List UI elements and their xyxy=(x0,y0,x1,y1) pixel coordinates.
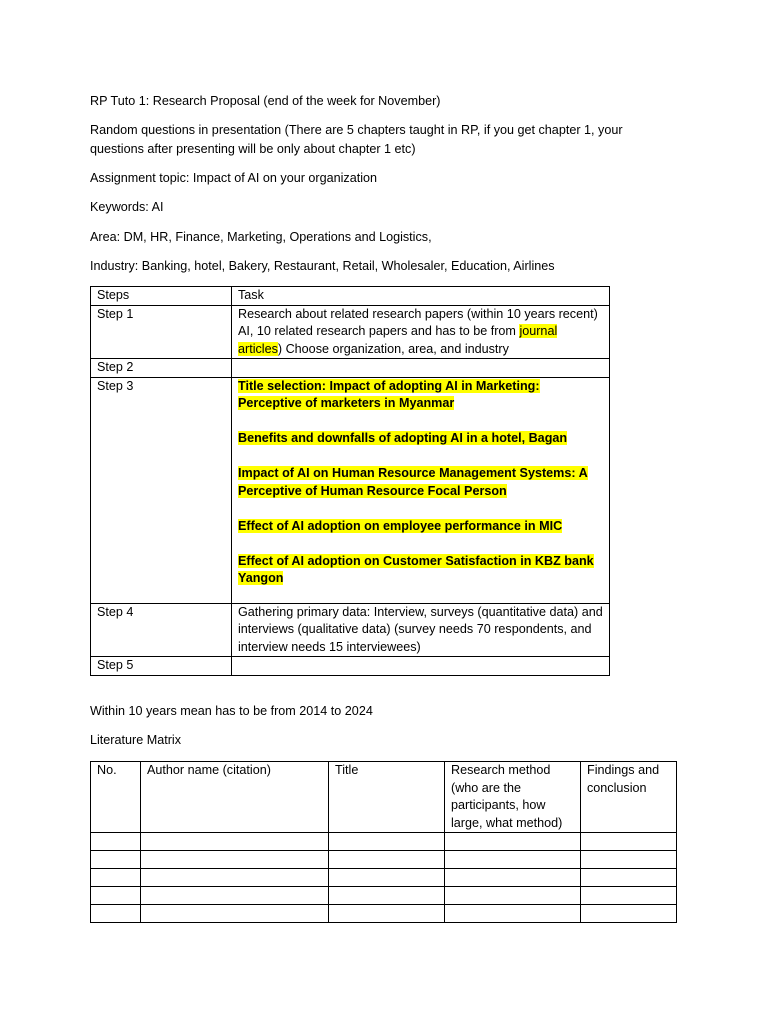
table-row xyxy=(91,887,677,905)
table-row xyxy=(91,657,610,676)
step-task xyxy=(232,305,610,359)
header-cell: Research method (who are the participants, how large, what method) xyxy=(445,762,581,833)
table-row xyxy=(91,833,677,851)
table-row xyxy=(91,869,677,887)
literature-matrix-title: Literature Matrix xyxy=(90,733,181,747)
presentation-note: Random questions in presentation (There are 5 chapters taught in RP, if you get chapter 1, your questions after presenting will be only about chapter 1 etc) xyxy=(90,123,623,156)
header-cell: Title xyxy=(329,762,445,833)
table-row xyxy=(91,287,610,306)
step-label: Step 5 xyxy=(91,657,232,676)
table-row xyxy=(91,377,610,603)
table-row xyxy=(91,603,610,657)
step-label: Step 1 xyxy=(91,305,232,359)
step-task: Gathering primary data: Interview, surveys (quantitative data) and interviews (qualitative data) (survey needs 70 respondents, and interview needs 15 interviewees) xyxy=(232,603,610,657)
header-cell: Author name (citation) xyxy=(141,762,329,833)
area-line: Area: DM, HR, Finance, Marketing, Operations and Logistics, xyxy=(90,230,432,244)
title-option: Effect of AI adoption on Customer Satisfaction in KBZ bank Yangon xyxy=(238,553,594,585)
years-note: Within 10 years mean has to be from 2014 to 2024 xyxy=(90,704,373,718)
industry-line: Industry: Banking, hotel, Bakery, Restaurant, Retail, Wholesaler, Education, Airlines xyxy=(90,259,555,273)
step-task xyxy=(232,377,610,603)
step-task xyxy=(232,359,610,378)
step-task-text: Research about related research papers (within 10 years recent) AI, 10 related research papers and has to be from xyxy=(238,306,598,338)
step-task xyxy=(232,657,610,676)
step-label: Step 4 xyxy=(91,603,232,657)
keywords: Keywords: AI xyxy=(90,200,164,214)
table-row xyxy=(91,359,610,378)
assignment-topic: Assignment topic: Impact of AI on your organization xyxy=(90,171,378,185)
step-task-text: ) Choose organization, area, and industry xyxy=(277,341,509,356)
literature-matrix-table xyxy=(90,761,677,923)
header-cell: No. xyxy=(91,762,141,833)
highlighted-text: journal articles xyxy=(238,324,558,356)
table-row xyxy=(91,762,677,833)
header-cell: Findings and conclusion xyxy=(581,762,677,833)
header-cell: Steps xyxy=(91,287,232,306)
step-label: Step 2 xyxy=(91,359,232,378)
header-cell: Task xyxy=(232,287,610,306)
title-option: Impact of AI on Human Resource Management Systems: A Perceptive of Human Resource Focal Person xyxy=(238,466,588,498)
title-option: Effect of AI adoption on employee performance in MIC xyxy=(238,518,563,533)
table-row xyxy=(91,905,677,923)
steps-table xyxy=(90,286,610,676)
title-option: Title selection: Impact of adopting AI in Marketing: Perceptive of marketers in Myanmar xyxy=(238,378,540,410)
title-option: Benefits and downfalls of adopting AI in a hotel, Bagan xyxy=(238,431,568,445)
table-row xyxy=(91,305,610,359)
table-row xyxy=(91,851,677,869)
step-label: Step 3 xyxy=(91,377,232,603)
heading-tuto: RP Tuto 1: Research Proposal (end of the week for November) xyxy=(90,94,441,108)
